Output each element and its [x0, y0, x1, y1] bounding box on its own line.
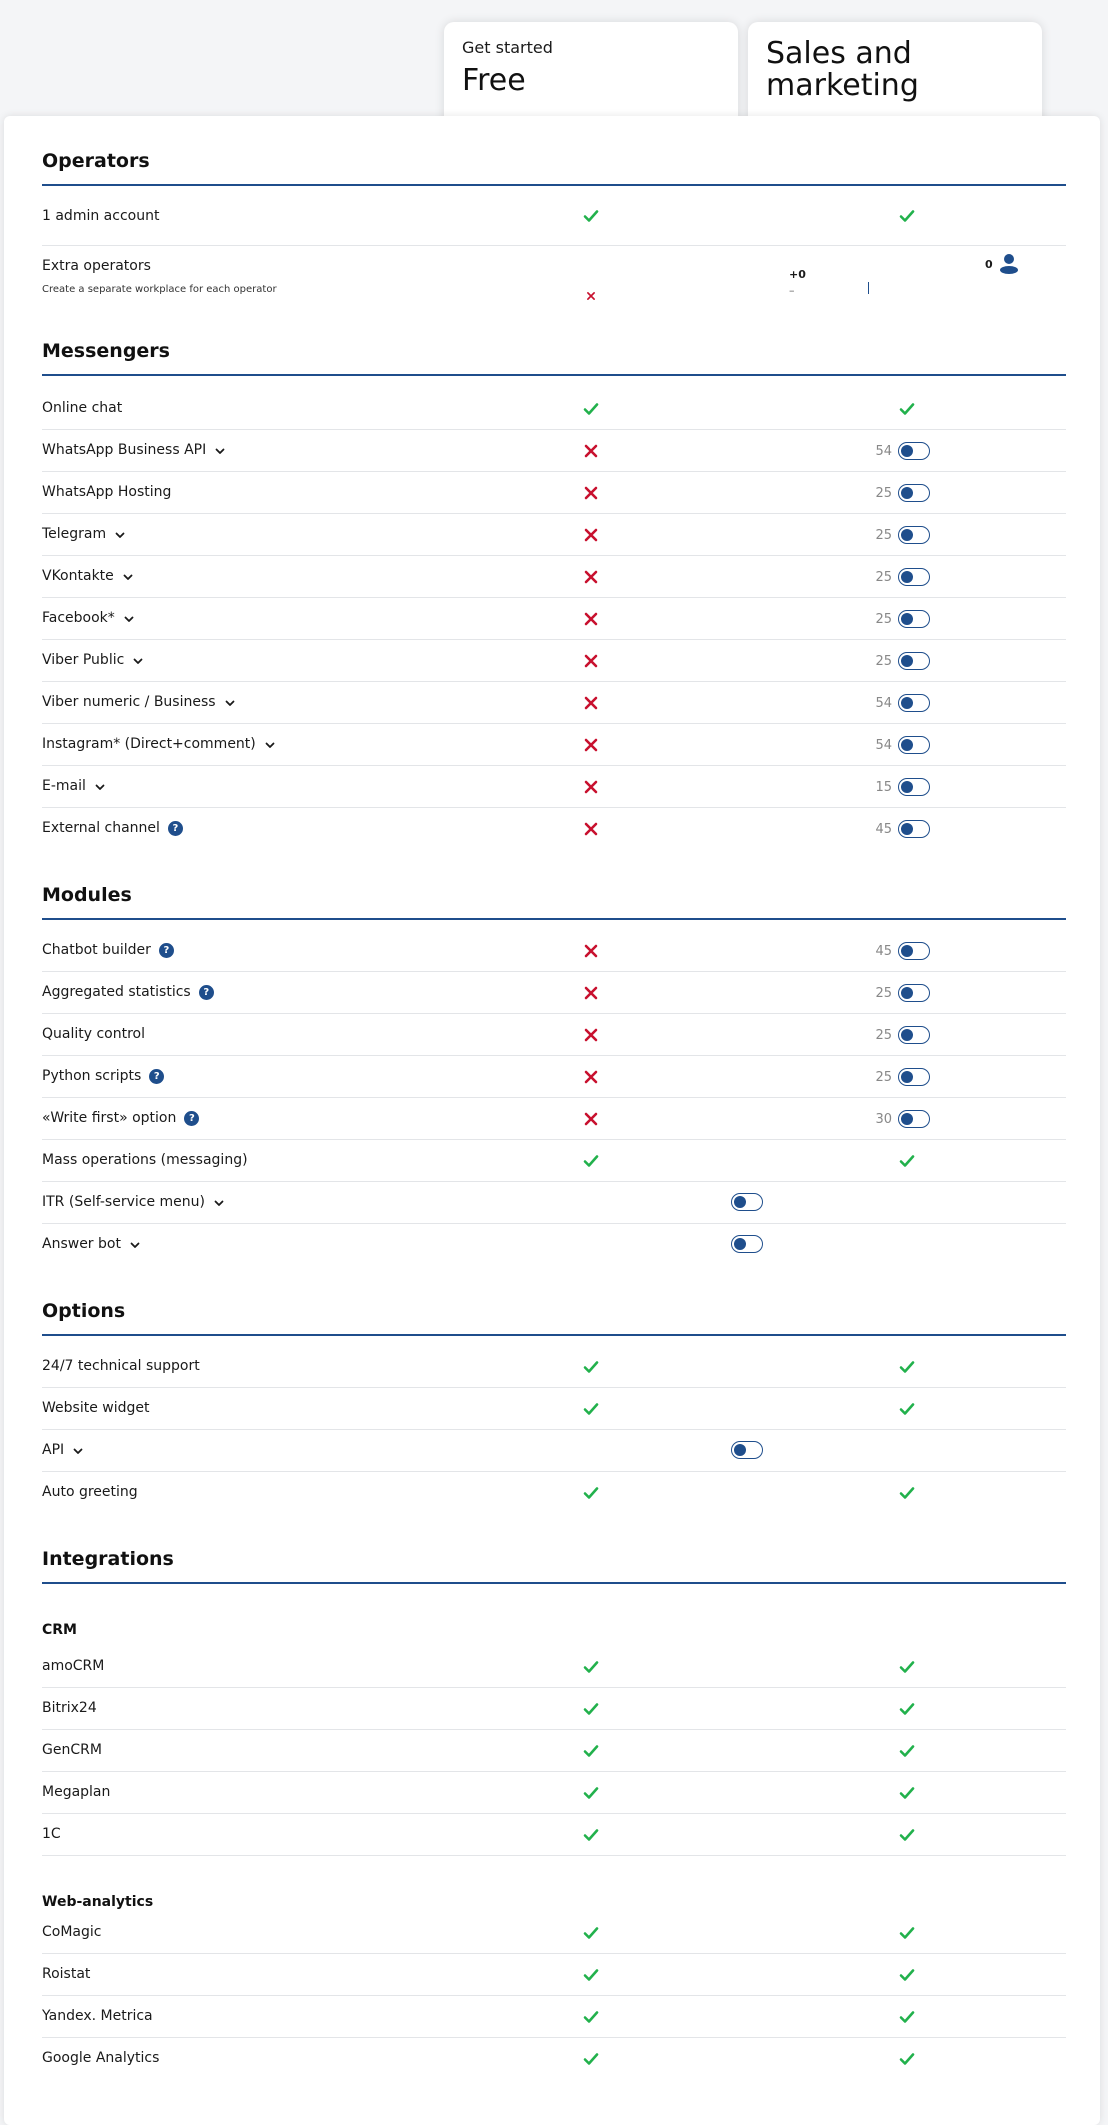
- check-icon: [583, 2051, 599, 2067]
- cross-icon: [583, 291, 599, 301]
- row-label: [42, 1182, 225, 1223]
- plan-free-subtitle: Get started: [462, 38, 553, 57]
- section-integrations: [42, 1514, 1066, 2080]
- price-value: 25: [875, 985, 892, 1001]
- section-title: Operators: [42, 150, 150, 172]
- row-label-text: WhatsApp Business API: [42, 442, 207, 458]
- row-label-text: GenCRM: [42, 1742, 102, 1758]
- check-icon: [899, 1785, 915, 1801]
- price-value: 45: [875, 821, 892, 837]
- table-row: [42, 186, 1066, 246]
- check-icon: [899, 1359, 915, 1375]
- check-icon: [583, 1701, 599, 1717]
- check-icon: [583, 208, 599, 224]
- table-row: [42, 472, 1066, 514]
- row-label: [42, 1688, 97, 1729]
- row-label-text: Quality control: [42, 1026, 146, 1042]
- check-icon: [899, 1925, 915, 1941]
- check-icon: [583, 1401, 599, 1417]
- plan-sales-name-line1: Sales and: [766, 36, 912, 71]
- price-toggle: [872, 651, 930, 671]
- row-label-text: 1C: [42, 1826, 61, 1842]
- row-label: [42, 556, 134, 597]
- section-title: Options: [42, 1300, 126, 1322]
- toggle-switch[interactable]: [898, 694, 930, 712]
- chevron-down-icon[interactable]: [122, 571, 134, 583]
- chevron-down-icon[interactable]: [224, 697, 236, 709]
- row-label: [42, 1772, 110, 1813]
- row-label: [42, 1346, 200, 1387]
- row-label: 1 admin account: [42, 208, 160, 224]
- table-row: [42, 1098, 1066, 1140]
- price-toggle: [872, 567, 930, 587]
- table-row: [42, 1224, 1066, 1266]
- cross-icon: [583, 527, 599, 543]
- cross-icon: [583, 485, 599, 501]
- chevron-down-icon[interactable]: [129, 1239, 141, 1251]
- row-label: [42, 1996, 153, 2037]
- help-icon[interactable]: ?: [199, 985, 214, 1000]
- price-toggle: [872, 483, 930, 503]
- table-row: [42, 1140, 1066, 1182]
- table-row: [42, 1346, 1066, 1388]
- table-row: [42, 1182, 1066, 1224]
- price-value: 25: [875, 1069, 892, 1085]
- table-row: [42, 766, 1066, 808]
- row-description: Create a separate workplace for each operator: [42, 284, 277, 295]
- subsection-web-analytics: [42, 1856, 1066, 1912]
- check-icon: [583, 1785, 599, 1801]
- row-label-text: Answer bot: [42, 1236, 121, 1252]
- cross-icon: [583, 1027, 599, 1043]
- table-row: [42, 1472, 1066, 1514]
- row-label: [42, 766, 106, 807]
- chevron-down-icon[interactable]: [123, 613, 135, 625]
- row-label-text: Aggregated statistics: [42, 984, 191, 1000]
- table-row: [42, 514, 1066, 556]
- row-label-text: «Write first» option: [42, 1110, 177, 1126]
- row-label-text: Mass operations (messaging): [42, 1152, 248, 1168]
- decrement-button[interactable]: –: [789, 284, 795, 297]
- increment-button[interactable]: +0: [789, 268, 806, 281]
- subsection-title: Web-analytics: [42, 1894, 154, 1910]
- table-row: [42, 640, 1066, 682]
- plan-sales-name-line2: marketing: [766, 68, 919, 103]
- row-label: [42, 808, 183, 849]
- comparison-table: [4, 116, 1100, 2125]
- table-row: [42, 808, 1066, 850]
- chevron-down-icon[interactable]: [214, 445, 226, 457]
- row-label-text: Google Analytics: [42, 2050, 160, 2066]
- table-row-extra-operators: [42, 246, 1066, 306]
- row-label-text: Roistat: [42, 1966, 91, 1982]
- check-icon: [583, 1827, 599, 1843]
- row-label-text: CoMagic: [42, 1924, 102, 1940]
- help-icon[interactable]: ?: [168, 821, 183, 836]
- price-value: 25: [875, 1027, 892, 1043]
- price-toggle: [872, 441, 930, 461]
- check-icon: [899, 1153, 915, 1169]
- row-label-text: ITR (Self-service menu): [42, 1194, 205, 1210]
- cross-icon: [583, 569, 599, 585]
- check-icon: [583, 401, 599, 417]
- price-toggle: [872, 525, 930, 545]
- row-label: [42, 1098, 199, 1139]
- table-row: [42, 1646, 1066, 1688]
- row-label: [42, 1472, 138, 1513]
- table-row: [42, 556, 1066, 598]
- table-row: [42, 972, 1066, 1014]
- row-label: [42, 1730, 102, 1771]
- price-value: 54: [875, 737, 892, 753]
- table-row: [42, 430, 1066, 472]
- toggle-switch[interactable]: [898, 652, 930, 670]
- price-toggle: [872, 1109, 930, 1129]
- price-value: 25: [875, 485, 892, 501]
- check-icon: [899, 1743, 915, 1759]
- toggle-switch[interactable]: [898, 610, 930, 628]
- toggle-switch[interactable]: [731, 1441, 763, 1459]
- cross-icon: [583, 653, 599, 669]
- row-label-text: Viber numeric / Business: [42, 694, 216, 710]
- toggle-switch[interactable]: [731, 1235, 763, 1253]
- row-label: [42, 1224, 141, 1265]
- table-row: [42, 1014, 1066, 1056]
- row-label-text: VKontakte: [42, 568, 114, 584]
- row-label-text: Megaplan: [42, 1784, 111, 1800]
- row-label: [42, 1814, 61, 1855]
- row-label-text: E-mail: [42, 778, 86, 794]
- section-options: [42, 1266, 1066, 1514]
- price-value: 30: [875, 1111, 892, 1127]
- price-toggle: [872, 983, 930, 1003]
- table-row: [42, 1814, 1066, 1856]
- check-icon: [583, 1359, 599, 1375]
- row-label: [42, 430, 226, 471]
- row-label: [42, 1056, 164, 1097]
- cross-icon: [583, 943, 599, 959]
- check-icon: [899, 1827, 915, 1843]
- row-label: [42, 388, 122, 429]
- section-modules: [42, 850, 1066, 1266]
- chevron-down-icon[interactable]: [264, 739, 276, 751]
- plan-free-name: Free: [462, 63, 526, 98]
- row-label: Extra operators: [42, 258, 151, 274]
- price-toggle: [872, 819, 930, 839]
- table-row: [42, 1772, 1066, 1814]
- section-title: Modules: [42, 884, 132, 906]
- price-value: 15: [875, 779, 892, 795]
- toggle-switch[interactable]: [898, 1068, 930, 1086]
- subsection-title: CRM: [42, 1622, 77, 1638]
- row-label-text: Chatbot builder: [42, 942, 151, 958]
- toggle-switch[interactable]: [898, 820, 930, 838]
- price-toggle: [872, 777, 930, 797]
- row-label-text: Website widget: [42, 1400, 150, 1416]
- price-value: 54: [875, 443, 892, 459]
- toggle-switch[interactable]: [898, 778, 930, 796]
- row-label-text: Facebook*: [42, 610, 115, 626]
- row-label-text: Instagram* (Direct+comment): [42, 736, 256, 752]
- table-row: [42, 1388, 1066, 1430]
- price-toggle: [872, 693, 930, 713]
- row-label: [42, 930, 174, 971]
- section-title: Messengers: [42, 340, 170, 362]
- check-icon: [583, 1485, 599, 1501]
- row-label: [42, 2038, 159, 2079]
- help-icon[interactable]: ?: [159, 943, 174, 958]
- price-value: 25: [875, 611, 892, 627]
- cross-icon: [583, 779, 599, 795]
- table-row: [42, 2038, 1066, 2080]
- row-label-text: Auto greeting: [42, 1484, 138, 1500]
- toggle-switch[interactable]: [898, 736, 930, 754]
- table-row: [42, 1954, 1066, 1996]
- row-label-text: amoCRM: [42, 1658, 105, 1674]
- price-value: 25: [875, 653, 892, 669]
- table-row: [42, 930, 1066, 972]
- row-label-text: 24/7 technical support: [42, 1358, 200, 1374]
- row-label: [42, 724, 276, 765]
- row-label-text: External channel: [42, 820, 160, 836]
- price-toggle: [872, 609, 930, 629]
- check-icon: [583, 1925, 599, 1941]
- table-row: [42, 1688, 1066, 1730]
- check-icon: [899, 1659, 915, 1675]
- subsection-crm: [42, 1584, 1066, 1646]
- row-label-text: Python scripts: [42, 1068, 142, 1084]
- chevron-down-icon[interactable]: [94, 781, 106, 793]
- row-label: [42, 1912, 101, 1953]
- row-label-text: WhatsApp Hosting: [42, 484, 172, 500]
- chevron-down-icon[interactable]: [72, 1445, 84, 1457]
- row-label: [42, 472, 171, 513]
- operator-count: 0: [985, 258, 993, 271]
- table-row: [42, 682, 1066, 724]
- cross-icon: [583, 985, 599, 1001]
- user-icon: [998, 252, 1020, 274]
- check-icon: [583, 1743, 599, 1759]
- row-label: [42, 1954, 90, 1995]
- row-label: [42, 640, 144, 681]
- price-toggle: [872, 1067, 930, 1087]
- check-icon: [899, 208, 915, 224]
- check-icon: [899, 401, 915, 417]
- cross-icon: [583, 611, 599, 627]
- row-label: [42, 1388, 149, 1429]
- slider-handle[interactable]: [868, 282, 869, 294]
- price-toggle: [872, 735, 930, 755]
- cross-icon: [583, 695, 599, 711]
- check-icon: [583, 1153, 599, 1169]
- toggle-switch[interactable]: [898, 984, 930, 1002]
- table-row: [42, 1730, 1066, 1772]
- price-toggle: [872, 941, 930, 961]
- row-label: [42, 682, 236, 723]
- help-icon[interactable]: ?: [184, 1111, 199, 1126]
- toggle-switch[interactable]: [898, 442, 930, 460]
- toggle-switch[interactable]: [898, 484, 930, 502]
- toggle-switch[interactable]: [731, 1193, 763, 1211]
- cross-icon: [583, 821, 599, 837]
- table-row: [42, 1056, 1066, 1098]
- toggle-switch[interactable]: [898, 1110, 930, 1128]
- row-label: [42, 972, 214, 1013]
- table-row: [42, 388, 1066, 430]
- toggle-switch[interactable]: [898, 942, 930, 960]
- table-row: [42, 1996, 1066, 2038]
- cross-icon: [583, 737, 599, 753]
- section-title: Integrations: [42, 1548, 174, 1570]
- row-label-text: Viber Public: [42, 652, 125, 668]
- cross-icon: [583, 443, 599, 459]
- cross-icon: [583, 1069, 599, 1085]
- price-value: 25: [875, 569, 892, 585]
- section-operators: [42, 116, 1066, 306]
- table-row: [42, 724, 1066, 766]
- help-icon[interactable]: ?: [149, 1069, 164, 1084]
- check-icon: [899, 2009, 915, 2025]
- row-label-text: API: [42, 1442, 65, 1458]
- price-value: 45: [875, 943, 892, 959]
- chevron-down-icon[interactable]: [114, 529, 126, 541]
- check-icon: [899, 1701, 915, 1717]
- row-label: [42, 1140, 248, 1181]
- chevron-down-icon[interactable]: [213, 1197, 225, 1209]
- section-messengers: [42, 306, 1066, 850]
- check-icon: [899, 2051, 915, 2067]
- chevron-down-icon[interactable]: [132, 655, 144, 667]
- table-row: [42, 1912, 1066, 1954]
- table-row: [42, 598, 1066, 640]
- row-label: [42, 514, 126, 555]
- check-icon: [899, 1401, 915, 1417]
- toggle-switch[interactable]: [898, 1026, 930, 1044]
- row-label-text: Bitrix24: [42, 1700, 97, 1716]
- row-label: [42, 1430, 84, 1471]
- check-icon: [583, 1659, 599, 1675]
- row-label: [42, 1014, 145, 1055]
- row-label: [42, 598, 135, 639]
- price-toggle: [872, 1025, 930, 1045]
- check-icon: [583, 1967, 599, 1983]
- row-label-text: Online chat: [42, 400, 123, 416]
- table-row: [42, 1430, 1066, 1472]
- check-icon: [899, 1485, 915, 1501]
- row-label-text: Yandex. Metrica: [42, 2008, 153, 2024]
- toggle-switch[interactable]: [898, 526, 930, 544]
- check-icon: [899, 1967, 915, 1983]
- row-label-text: Telegram: [42, 526, 107, 542]
- cross-icon: [583, 1111, 599, 1127]
- row-label: [42, 1646, 104, 1687]
- price-value: 54: [875, 695, 892, 711]
- check-icon: [583, 2009, 599, 2025]
- toggle-switch[interactable]: [898, 568, 930, 586]
- price-value: 25: [875, 527, 892, 543]
